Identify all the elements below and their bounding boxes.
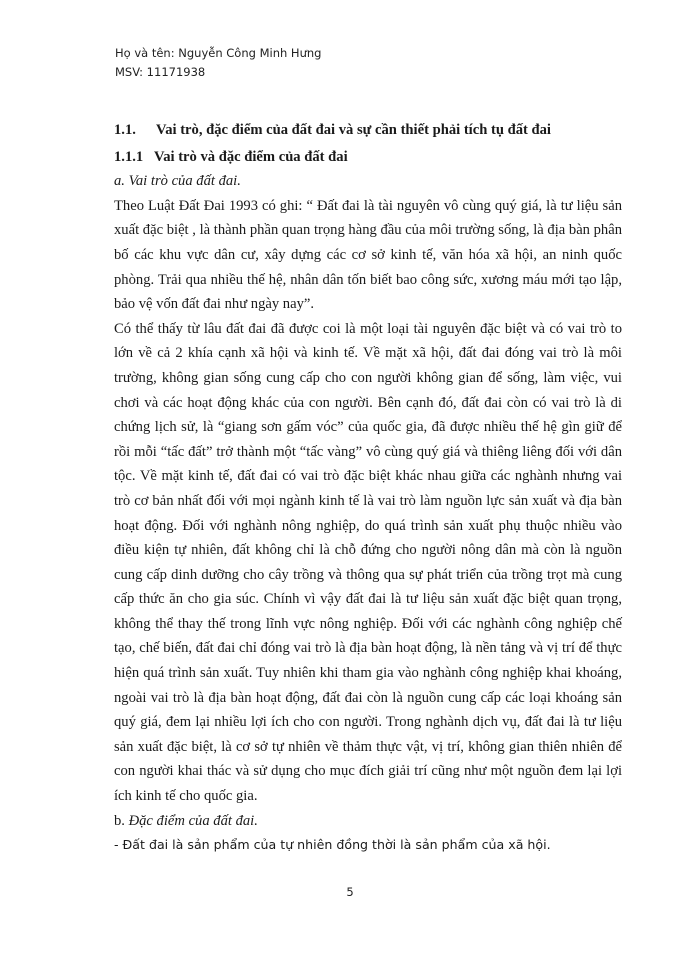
student-id: MSV: 11171938 bbox=[115, 65, 206, 79]
document-body bbox=[114, 118, 622, 858]
subheading-b-prefix: b. bbox=[114, 812, 129, 829]
section-heading-1-1-1 bbox=[114, 145, 622, 170]
subsection-number: 1.1.1 bbox=[114, 148, 144, 165]
paragraph-role-of-land: Có thể thấy từ lâu đất đai đã được coi là một loại tài nguyên đặc biệt và có vai trò to lớn về cả 2 khía cạnh xã hội và kinh tế. Về mặt xã hội, đất đai đóng vai trò là môi trường, không gian sống cung cấp cho con người không gian để sống, làm việc, vui chơi và các hoạt động khác của con người. Bên cạnh đó, đất đai còn có vai trò là di chứng lịch sử, là “giang sơn gấm vóc” của quốc gia, đã được nhiều thế hệ gìn giữ để rồi mỗi “tấc đất” trở thành một “tấc vàng” vô cùng quý giá và thiêng liêng đối với dân tộc. Về mặt kinh tế, đất đai có vai trò đặc biệt khác nhau giữa các nghành nhưng vai trò cơ bản nhất đối với mọi ngành kinh tế là vai trò làm nguồn lực sản xuất và địa bàn hoạt động. Đối với nghành nông nghiệp, do quá trình sản xuất phụ thuộc nhiều vào điều kiện tự nhiên, đất không chỉ là chỗ đứng cho người nông dân mà còn là nguồn cung cấp dinh dưỡng cho cây trồng và thông qua sự phát triển của trồng trọt mà cung cấp thức ăn cho gia súc. Chính vì vậy đất đai là tư liệu sản xuất đặc biệt quan trọng, không thể thay thế trong lĩnh vực nông nghiệp. Đối với các nghành công nghiệp chế tạo, chế biến, đất đai chỉ đóng vai trò là địa bàn hoạt động, là nền tảng và vị trí để thực hiện quá trình sản xuất. Tuy nhiên khi tham gia vào nghành công nghiệp khai khoáng, ngoài vai trò là địa bàn hoạt động, đất đai còn là nguồn cung cấp các loại khoáng sản quý giá, đem lại nhiều lợi ích cho con người. Trong nghành dịch vụ, đất đai là tư liệu sản xuất đặc biệt, là cơ sở tự nhiên về thảm thực vật, vị trí, không gian thiên nhiên để con người khai thác và sử dụng cho mục đích giải trí cũng như một nguồn đem lại lợi ích kinh tế cho quốc gia. bbox=[114, 320, 622, 805]
subsection-title: Vai trò và đặc điểm của đất đai bbox=[154, 148, 348, 165]
bullet-item: - Đất đai là sản phẩm của tự nhiên đồng thời là sản phẩm của xã hội. bbox=[114, 837, 551, 853]
section-heading-1-1 bbox=[114, 118, 622, 143]
subheading-b bbox=[114, 809, 622, 834]
page-number: 5 bbox=[346, 885, 354, 899]
section-number: 1.1. bbox=[114, 122, 136, 138]
subheading-b-title: Đặc điểm của đất đai. bbox=[128, 812, 258, 829]
subheading-a: a. Vai trò của đất đai. bbox=[114, 173, 241, 190]
page-header bbox=[115, 44, 321, 82]
section-title: Vai trò, đặc điểm của đất đai và sự cần thiết phải tích tụ đất đai bbox=[156, 122, 551, 138]
paragraph-law-quote: Theo Luật Đất Đai 1993 có ghi: “ Đất đai là tài nguyên vô cùng quý giá, là tư liệu sản xuất đặc biệt , là thành phần quan trọng hàng đầu của môi trường sống, là địa bàn phân bố các khu vực dân cư, xây dựng các cơ sở kinh tế, văn hóa xã hội, an ninh quốc phòng. Trải qua nhiều thế hệ, nhân dân tốn biết bao công sức, xương máu mới tạo lập, bảo vệ vốn đất đai như ngày nay”. bbox=[114, 197, 622, 313]
student-name: Họ và tên: Nguyễn Công Minh Hưng bbox=[115, 46, 322, 60]
